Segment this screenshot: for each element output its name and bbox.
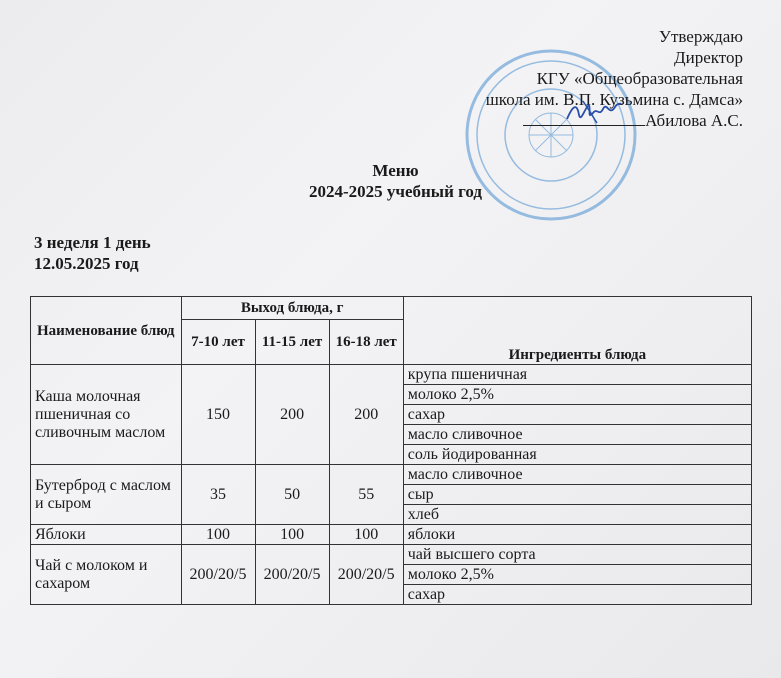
header-age-7-10: 7-10 лет xyxy=(181,320,255,365)
approval-org-line2: школа им. В.П. Кузьмина с. Дамса» xyxy=(485,90,743,109)
table-row xyxy=(31,465,752,485)
yield-16-18: 200/20/5 xyxy=(329,545,403,605)
approval-title: Утверждаю xyxy=(658,27,743,46)
signer-name: Абилова А.С. xyxy=(645,111,743,130)
header-ingredients: Ингредиенты блюда xyxy=(403,297,751,365)
yield-16-18: 200 xyxy=(329,365,403,465)
table-row xyxy=(31,365,752,385)
yield-16-18: 100 xyxy=(329,525,403,545)
dish-name: Каша молочная пшеничная со сливочным маслом xyxy=(31,365,182,465)
document-title xyxy=(0,160,781,202)
week-date: 12.05.2025 год xyxy=(34,254,139,273)
yield-7-10: 100 xyxy=(181,525,255,545)
handwritten-signature xyxy=(563,97,623,127)
ingredient: яблоки xyxy=(403,525,751,545)
ingredient: сахар xyxy=(403,585,751,605)
yield-7-10: 150 xyxy=(181,365,255,465)
title-year: 2024-2025 учебный год xyxy=(308,182,483,201)
header-age-16-18: 16-18 лет xyxy=(329,320,403,365)
yield-11-15: 200 xyxy=(255,365,329,465)
ingredient: сыр xyxy=(403,485,751,505)
signature-line xyxy=(523,110,743,131)
yield-11-15: 50 xyxy=(255,465,329,525)
ingredient: чай высшего сорта xyxy=(403,545,751,565)
week-info xyxy=(34,232,151,274)
ingredient: соль йодированная xyxy=(403,445,751,465)
dish-name: Чай с молоком и сахаром xyxy=(31,545,182,605)
yield-7-10: 200/20/5 xyxy=(181,545,255,605)
header-age-11-15: 11-15 лет xyxy=(255,320,329,365)
table-row xyxy=(31,545,752,565)
header-dish-name: Наименование блюд xyxy=(31,297,182,365)
yield-7-10: 35 xyxy=(181,465,255,525)
table-row xyxy=(31,525,752,545)
ingredient: крупа пшеничная xyxy=(403,365,751,385)
yield-11-15: 200/20/5 xyxy=(255,545,329,605)
dish-name: Яблоки xyxy=(31,525,182,545)
dish-name: Бутерброд с маслом и сыром xyxy=(31,465,182,525)
ingredient: сахар xyxy=(403,405,751,425)
ingredient: молоко 2,5% xyxy=(403,565,751,585)
approval-block xyxy=(486,26,743,131)
signature-underline xyxy=(523,111,645,126)
ingredient: масло сливочное xyxy=(403,465,751,485)
ingredient: хлеб xyxy=(403,505,751,525)
week-day: 3 неделя 1 день xyxy=(34,233,151,252)
menu-table xyxy=(30,296,752,605)
title-menu: Меню xyxy=(372,161,419,180)
yield-11-15: 100 xyxy=(255,525,329,545)
approval-position: Директор xyxy=(674,48,743,67)
approval-org-line1: КГУ «Общеобразовательная xyxy=(536,69,743,88)
ingredient: молоко 2,5% xyxy=(403,385,751,405)
ingredient: масло сливочное xyxy=(403,425,751,445)
yield-16-18: 55 xyxy=(329,465,403,525)
header-yield: Выход блюда, г xyxy=(181,297,403,320)
